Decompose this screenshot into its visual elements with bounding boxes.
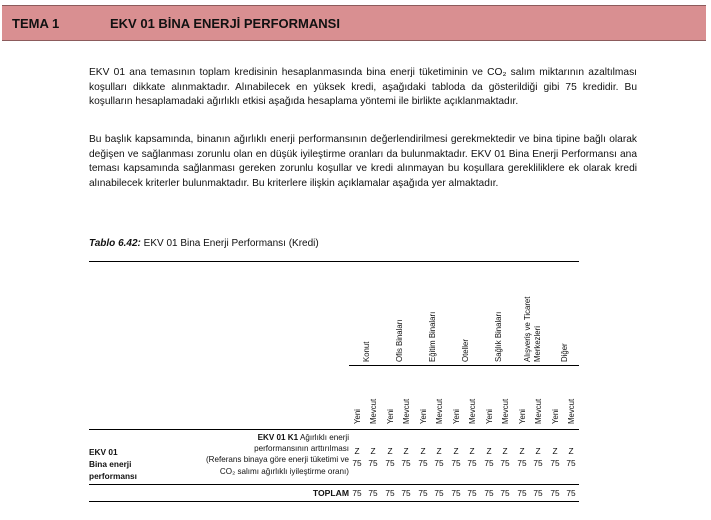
z-value-cell: Z — [436, 446, 442, 456]
total-value-cell: 75 — [484, 488, 494, 498]
total-value-cell: 75 — [434, 488, 444, 498]
total-value-cell: 75 — [451, 488, 461, 498]
subcolumn-label: Yeni — [386, 409, 395, 424]
z-value-cell: Z — [552, 446, 558, 456]
subcolumn-label: Yeni — [353, 409, 362, 424]
z-value-cell: Z — [370, 446, 376, 456]
building-type-label: Alışveriş ve Ticaret Merkezleri — [523, 296, 542, 362]
row-head-line3: performansı — [89, 471, 137, 481]
building-type-label: Konut — [362, 341, 371, 362]
subcolumn-label: Yeni — [518, 409, 527, 424]
credit-value-cell: 75 — [550, 458, 560, 468]
z-value-cell: Z — [420, 446, 426, 456]
subcolumn-label: Mevcut — [402, 398, 411, 424]
total-label: TOPLAM — [312, 488, 349, 498]
section-header-band — [2, 5, 706, 41]
credit-value-cell: 75 — [434, 458, 444, 468]
total-top-rule — [89, 484, 579, 485]
total-value-cell: 75 — [418, 488, 428, 498]
total-value-cell: 75 — [385, 488, 395, 498]
total-value-cell: 75 — [533, 488, 543, 498]
subcolumn-label: Mevcut — [567, 398, 576, 424]
row-head-code: EKV 01 — [89, 447, 118, 457]
table-caption — [89, 238, 319, 249]
criterion-code: EKV 01 K1 — [257, 433, 299, 442]
row-head — [89, 446, 137, 482]
credit-value-cell: 75 — [451, 458, 461, 468]
scope-paragraph: Bu başlık kapsamında, binanın ağırlıklı enerji performansının değerlendirilmesi gerekmektedir ve bina tipine bağlı olarak değişen ve sağlanması zorunlu olan en düşük iyileştirme oranları da bulunmaktadır. EKV 01 Bina Enerji Performansı ana teması kapsamında sağlanması gereken zorunlu koşullar ve kredi alınmayan bu koşullara gerekliliklere ek olarak kredi alınabilecek kriterler bulunmaktadır. Bu kriterlere ilişkin açıklamalar aşağıda yer almaktadır. — [89, 134, 637, 189]
z-value-cell: Z — [354, 446, 360, 456]
z-value-cell: Z — [535, 446, 541, 456]
credit-value-cell: 75 — [500, 458, 510, 468]
credit-value-cell: 75 — [467, 458, 477, 468]
credit-value-cell: 75 — [517, 458, 527, 468]
total-value-cell: 75 — [401, 488, 411, 498]
intro-paragraph: EKV 01 ana temasının toplam kredisinin hesaplanmasında bina enerji tüketiminin ve CO₂ salım miktarının azaltılması koşulları dikkate alınmaktadır. Alınabilecek en yüksek kredi, aşağıdaki tabloda da gösterildiği gibi 75 kredidir. Bu koşulların hesaplamadaki ağırlıklı etkisi aşağıda hesaplama yöntemi ile birlikte açıklanmaktadır. — [89, 67, 637, 108]
table-caption-number: Tablo 6.42: — [89, 238, 141, 249]
total-value-cell: 75 — [352, 488, 362, 498]
credit-value-cell: 75 — [352, 458, 362, 468]
header-divider-rule — [349, 365, 579, 366]
subcolumn-label: Yeni — [452, 409, 461, 424]
z-value-cell: Z — [469, 446, 475, 456]
total-value-cell: 75 — [368, 488, 378, 498]
credit-value-cell: 75 — [401, 458, 411, 468]
building-type-label: Ofis Binaları — [395, 319, 404, 362]
subcolumn-label: Mevcut — [468, 398, 477, 424]
subcolumn-label: Mevcut — [501, 398, 510, 424]
subcolumn-label: Yeni — [419, 409, 428, 424]
criterion-line2: performansının arttırılması — [254, 444, 349, 454]
total-value-cell: 75 — [550, 488, 560, 498]
credit-value-cell: 75 — [533, 458, 543, 468]
credit-value-cell: 75 — [418, 458, 428, 468]
total-value-cell: 75 — [517, 488, 527, 498]
total-value-cell: 75 — [500, 488, 510, 498]
header-bottom-rule — [89, 429, 579, 430]
subcolumn-label: Mevcut — [534, 398, 543, 424]
credit-value-cell: 75 — [368, 458, 378, 468]
building-type-label: Oteller — [461, 339, 470, 362]
theme-label: TEMA 1 — [12, 16, 60, 31]
z-value-cell: Z — [519, 446, 525, 456]
z-value-cell: Z — [568, 446, 574, 456]
subcolumn-label: Yeni — [551, 409, 560, 424]
total-value-cell: 75 — [467, 488, 477, 498]
credit-value-cell: 75 — [484, 458, 494, 468]
subcolumn-label: Mevcut — [369, 398, 378, 424]
total-value-cell: 75 — [566, 488, 576, 498]
z-value-cell: Z — [387, 446, 393, 456]
table-caption-text: EKV 01 Bina Enerji Performansı (Kredi) — [140, 238, 319, 249]
criterion-description — [139, 432, 349, 477]
table-top-rule — [89, 261, 579, 262]
criterion-line1: Ağırlıklı enerji — [298, 433, 349, 442]
row-head-line2: Bina enerji — [89, 459, 132, 469]
credit-value-cell: 75 — [566, 458, 576, 468]
z-value-cell: Z — [403, 446, 409, 456]
z-value-cell: Z — [453, 446, 459, 456]
criterion-line4: CO₂ salımı ağırlıklı iyileştirme oranı) — [219, 466, 349, 476]
building-type-label: Sağlık Binaları — [494, 311, 503, 362]
subcolumn-label: Mevcut — [435, 398, 444, 424]
subcolumn-label: Yeni — [485, 409, 494, 424]
building-type-label: Diğer — [560, 343, 569, 362]
z-value-cell: Z — [502, 446, 508, 456]
table-bottom-rule — [89, 501, 579, 502]
section-title: EKV 01 BİNA ENERJİ PERFORMANSI — [110, 16, 340, 31]
building-type-label: Eğitim Binaları — [428, 311, 437, 362]
z-value-cell: Z — [486, 446, 492, 456]
criterion-line3: (Referans binaya göre enerji tüketimi ve — [205, 455, 349, 465]
credit-value-cell: 75 — [385, 458, 395, 468]
